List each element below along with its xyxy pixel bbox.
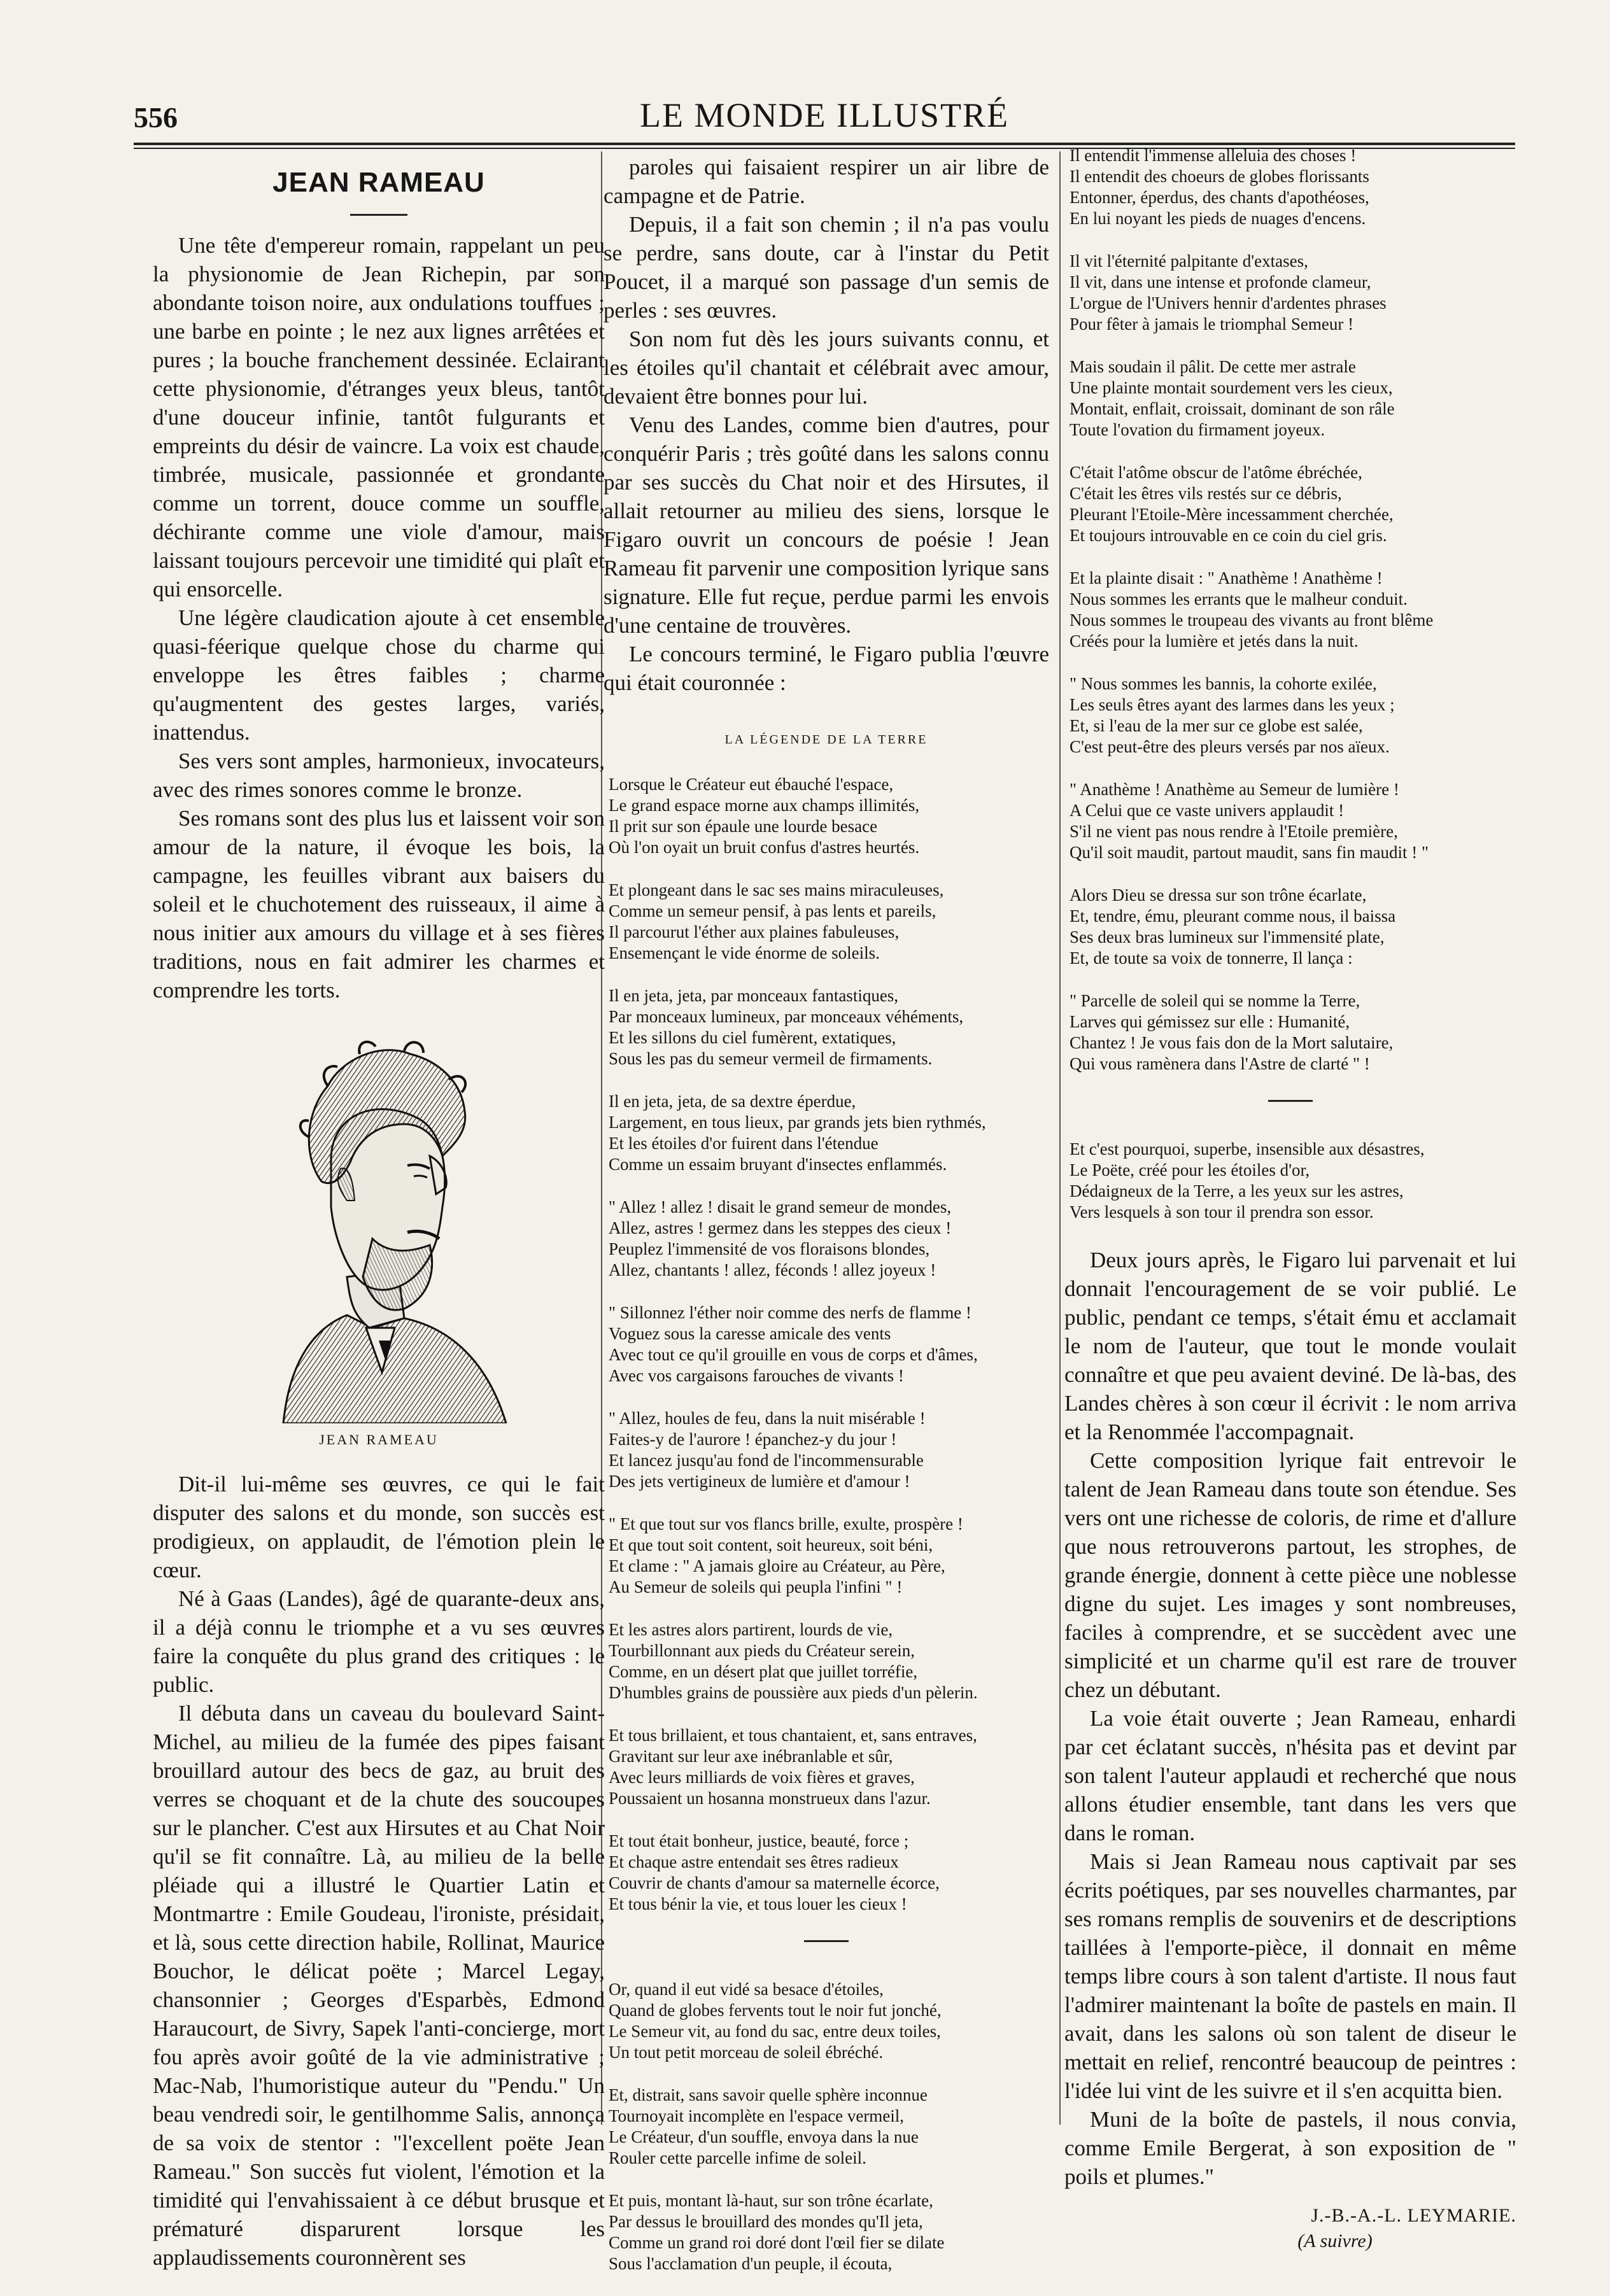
poem-line: Nous sommes le troupeau des vivants au front blême bbox=[1070, 610, 1434, 630]
poem-line: Vers lesquels à son tour il prendra son essor. bbox=[1070, 1202, 1374, 1222]
poem-stanza bbox=[1064, 145, 1516, 229]
poem-line: Il vit l'éternité palpitante d'extases, bbox=[1070, 251, 1308, 271]
poem-line: Tournoyait incomplète en l'espace vermeil, bbox=[609, 2106, 905, 2125]
column-divider bbox=[1059, 151, 1061, 2125]
poem-line: Comme un grand roi doré dont l'œil fier se dilate bbox=[609, 2233, 945, 2252]
paragraph: Mais si Jean Rameau nous captivait par ses écrits poétiques, par ses nouvelles charmantes, par ses romans remplis de souvenirs et de descriptions taillées à l'emporte-pièce, il donnait en même temps libre cours à son talent d'artiste. Il nous faut l'admirer maintenant la boîte de pastels en main. Il avait, dans les salons où son talent de diseur le mettait en relief, rencontré beaucoup de peintres : l'idée lui vint de les suivre et il s'en acquitta bien. bbox=[1064, 1849, 1516, 2103]
paragraph: La voie était ouverte ; Jean Rameau, enhardi par cet éclatant succès, n'hésita pas et devint par son talent l'auteur applaudi et recherché que nous allons étudier ensemble, tant dans les vers que dans le roman. bbox=[1064, 1706, 1516, 1845]
poem-stanza bbox=[1064, 568, 1516, 652]
paragraph: Né à Gaas (Landes), âgé de quarante-deux ans, il a déjà connu le triomphe et a vu ses œuvres faire la conquête du plus grand des critiques : le public. bbox=[153, 1586, 605, 1697]
poem-stanza bbox=[604, 985, 1049, 1069]
poem-line: Comme, en un désert plat que juillet torréfie, bbox=[609, 1662, 918, 1681]
col3-paragraphs bbox=[1064, 1246, 1516, 2191]
poem-line: Un tout petit morceau de soleil ébréché. bbox=[609, 2043, 884, 2062]
poem-line: Et plongeant dans le sac ses mains miraculeuses, bbox=[609, 880, 944, 899]
poem-line: En lui noyant les pieds de nuages d'encens. bbox=[1070, 209, 1366, 228]
poem-stanza bbox=[604, 2190, 1049, 2274]
paragraph: Il débuta dans un caveau du boulevard Saint-Michel, au milieu de la fumée des pipes faisant brouillard autour des becs de gaz, au bruit des verres se choquant et de la chute des soucoupes sur le plancher. C'est aux Hirsutes et au Chat Noir qu'il se fit connaître. Là, au milieu de la belle pléiade qui a illustré le Quartier Latin et Montmartre : Emile Goudeau, l'ironiste, présidait, et là, sous cette direction habile, Rollinat, Maurice Bouchor, le délicat poëte ; Marcel Legay, chansonnier ; Georges d'Esparbès, Edmond Haraucourt, de Sivry, Sapek l'anti-concierge, mort fou après avoir goûté de la vie administrative ; Mac-Nab, l'humoristique auteur du "Pendu." Un beau vendredi soir, le gentilhomme Salis, annonça de sa voix de stentor : "l'excellent poëte Jean Rameau." Son succès fut violent, l'émotion et la timidité qui l'envahissaient à ce début brusque et prématuré disparurent lorsque les applaudissements couronnèrent ses bbox=[153, 1701, 605, 2270]
poem-line: " Allez, houles de feu, dans la nuit misérable ! bbox=[609, 1409, 926, 1428]
author-signature: J.-B.-A.-L. LEYMARIE. bbox=[1311, 2205, 1516, 2226]
poem-line: C'était l'atôme obscur de l'atôme ébréchée, bbox=[1070, 463, 1362, 482]
poem-line: Qui vous ramènera dans l'Astre de clarté " ! bbox=[1070, 1054, 1370, 1073]
poem-stanza bbox=[604, 1979, 1049, 2063]
poem-line: Et chaque astre entendait ses êtres radieux bbox=[609, 1852, 899, 1871]
portrait-caption: JEAN RAMEAU bbox=[319, 1432, 439, 1447]
journal-title: LE MONDE ILLUSTRÉ bbox=[640, 96, 1009, 134]
col2-paragraphs bbox=[604, 153, 1049, 697]
poem-line: Nous sommes les errants que le malheur conduit. bbox=[1070, 589, 1408, 609]
poem-line: Et, tendre, ému, pleurant comme nous, il baissa bbox=[1070, 906, 1396, 926]
poem-line: Il en jeta, jeta, par monceaux fantastiques, bbox=[609, 986, 899, 1005]
poem-line: Larves qui gémissez sur elle : Humanité, bbox=[1070, 1012, 1350, 1031]
poem-part-4 bbox=[1064, 1139, 1516, 1223]
poem-line: Par monceaux lumineux, par monceaux véhéments, bbox=[609, 1007, 964, 1026]
poem-line: Comme un essaim bruyant d'insectes enflammés. bbox=[609, 1155, 947, 1174]
poem-line: Toute l'ovation du firmament joyeux. bbox=[1070, 420, 1325, 439]
page-header bbox=[134, 95, 1515, 146]
paragraph: Ses romans sont des plus lus et laissent voir son amour de la nature, il évoque les bois, la campagne, les feuilles vibrant aux baisers du soleil et le chuchotement des ruisseaux, il aime à nous initier aux amours du village et à ses fières traditions, nous en fait admirer les charmes et comprendre les torts. bbox=[153, 806, 605, 1003]
poem-line: Et, distrait, sans savoir quelle sphère inconnue bbox=[609, 2085, 928, 2104]
poem-line: Allez, chantants ! allez, féconds ! allez joyeux ! bbox=[609, 1260, 936, 1279]
poem-stanza bbox=[1064, 779, 1516, 863]
poem-line: Mais soudain il pâlit. De cette mer astrale bbox=[1070, 357, 1356, 376]
poem-line: Pour fêter à jamais le triomphal Semeur ! bbox=[1070, 314, 1354, 334]
col1-paragraphs-top bbox=[153, 231, 605, 1004]
poem-line: " Anathème ! Anathème au Semeur de lumière ! bbox=[1070, 780, 1399, 799]
poem-divider bbox=[804, 1940, 849, 1942]
column-1 bbox=[153, 153, 605, 2272]
poem-line: Sous les pas du semeur vermeil de firmaments. bbox=[609, 1049, 933, 1068]
poem-line: Et que tout soit content, soit heureux, soit béni, bbox=[609, 1535, 933, 1554]
poem-stanza bbox=[604, 1408, 1049, 1492]
poem-line: Où l'on oyait un bruit confus d'astres heurtés. bbox=[609, 838, 920, 857]
poem-line: Il prit sur son épaule une lourde besace bbox=[609, 817, 878, 836]
poem-stanza bbox=[604, 1725, 1049, 1809]
poem-divider bbox=[1268, 1100, 1313, 1102]
poem-line: Des jets vertigineux de lumière et d'amour ! bbox=[609, 1472, 910, 1491]
poem-line: Sous l'acclamation d'un peuple, il écouta, bbox=[609, 2254, 893, 2273]
poem-line: Il en jeta, jeta, de sa dextre éperdue, bbox=[609, 1092, 856, 1111]
poem-line: Montait, enflait, croissait, dominant de son râle bbox=[1070, 399, 1395, 418]
poem-line: Tourbillonnant aux pieds du Créateur serein, bbox=[609, 1641, 915, 1660]
poem-line: " Nous sommes les bannis, la cohorte exilée, bbox=[1070, 674, 1377, 693]
poem-stanza bbox=[604, 1619, 1049, 1703]
poem-line: Couvrir de chants d'amour sa maternelle écorce, bbox=[609, 1873, 940, 1892]
poem-line: L'orgue de l'Univers hennir d'ardentes phrases bbox=[1070, 293, 1387, 313]
poem-stanza bbox=[604, 1514, 1049, 1598]
poem-line: Le Créateur, d'un souffle, envoya dans la nue bbox=[609, 2127, 919, 2146]
poem-stanza bbox=[1064, 673, 1516, 757]
poem-line: Poussaient un hosanna monstrueux dans l'azur. bbox=[609, 1789, 931, 1808]
poem-line: Lorsque le Créateur eut ébauché l'espace, bbox=[609, 775, 894, 794]
poem-line: Comme un semeur pensif, à pas lents et pareils, bbox=[609, 901, 936, 920]
poem-line: Allez, astres ! germez dans les steppes des cieux ! bbox=[609, 1218, 952, 1237]
poem-part-2 bbox=[604, 1979, 1049, 2274]
poem-stanza bbox=[1064, 462, 1516, 546]
paragraph: Cette composition lyrique fait entrevoir le talent de Jean Rameau dans toute son étendue. Ses vers ont une richesse de coloris, de rime et d'allure que nous retrouverons partout, les strophes, de grande énergie, donnent à cette pièce une noblesse digne du sujet. Les images y sont nombreuses, faciles à comprendre, et se succèdent avec une simplicité et un charme qu'il est rare de trouver chez un débutant. bbox=[1064, 1448, 1516, 1702]
poem-stanza bbox=[1064, 990, 1516, 1074]
paragraph: Muni de la boîte de pastels, il nous convia, comme Emile Bergerat, à son exposition de " poils et plumes." bbox=[1064, 2107, 1516, 2189]
poem-stanza bbox=[604, 1831, 1049, 1915]
poem-part-1 bbox=[604, 774, 1049, 1915]
poem-line: Et tous brillaient, et tous chantaient, et, sans entraves, bbox=[609, 1726, 977, 1745]
poem-line: Rouler cette parcelle infime de soleil. bbox=[609, 2148, 866, 2167]
poem-line: Le grand espace morne aux champs illimités, bbox=[609, 796, 920, 815]
poem-line: Il entendit l'immense alleluia des choses ! bbox=[1070, 146, 1357, 165]
paragraph: Deux jours après, le Figaro lui parvenait et lui donnait l'encouragement de se voir publié. Le public, pendant ce temps, s'était ému et acclamait le nom de l'auteur, que tout le monde voulait connaître et que peu avaient deviné. De là-bas, des Landes chères à son cœur il écrivit : le nom arriva et la Renommée l'accompagnait. bbox=[1064, 1248, 1516, 1444]
poem-line: Avec tout ce qu'il grouille en vous de corps et d'âmes, bbox=[609, 1345, 978, 1364]
poem-stanza bbox=[604, 1197, 1049, 1281]
poem-line: Et, si l'eau de la mer sur ce globe est salée, bbox=[1070, 716, 1363, 735]
poem-stanza bbox=[1064, 1139, 1516, 1223]
poem-line: Alors Dieu se dressa sur son trône écarlate, bbox=[1070, 885, 1367, 905]
poem-line: Et la plainte disait : " Anathème ! Anathème ! bbox=[1070, 568, 1383, 588]
poem-line: Or, quand il eut vidé sa besace d'étoiles, bbox=[609, 1980, 884, 1999]
poem-line: Une plainte montait sourdement vers les cieux, bbox=[1070, 378, 1393, 397]
poem-line: Et les astres alors partirent, lourds de vie, bbox=[609, 1620, 893, 1639]
poem-line: Il parcourut l'éther aux plaines fabuleuses, bbox=[609, 922, 900, 941]
poem-line: Et clame : " A jamais gloire au Créateur, au Père, bbox=[609, 1556, 945, 1575]
poem-stanza bbox=[604, 2085, 1049, 2169]
poem-line: S'il ne vient pas nous rendre à l'Etoile première, bbox=[1070, 822, 1398, 841]
paragraph: Son nom fut dès les jours suivants connu, et les étoiles qu'il chantait et célébrait avec amour, devaient être bonnes pour lui. bbox=[604, 327, 1049, 409]
poem-line: Et lancez jusqu'au fond de l'incommensurable bbox=[609, 1451, 924, 1470]
poem-stanza bbox=[1064, 251, 1516, 335]
poem-line: Les seuls êtres ayant des larmes dans les yeux ; bbox=[1070, 695, 1395, 714]
column-3 bbox=[1064, 146, 1516, 2252]
poem-title: LA LÉGENDE DE LA TERRE bbox=[724, 733, 928, 747]
portrait-engraving bbox=[245, 1029, 512, 1423]
to-be-continued-note: (A suivre) bbox=[1297, 2230, 1373, 2251]
poem-line: " Et que tout sur vos flancs brille, exulte, prospère ! bbox=[609, 1514, 963, 1533]
poem-line: Et puis, montant là-haut, sur son trône écarlate, bbox=[609, 2191, 933, 2210]
poem-stanza bbox=[604, 880, 1049, 964]
col1-paragraphs-bottom bbox=[153, 1470, 605, 2272]
poem-line: Et les étoiles d'or fuirent dans l'étendue bbox=[609, 1134, 879, 1153]
paragraph: paroles qui faisaient respirer un air libre de campagne et de Patrie. bbox=[604, 155, 1049, 208]
poem-line: " Allez ! allez ! disait le grand semeur de mondes, bbox=[609, 1197, 952, 1216]
poem-line: Par dessus le brouillard des mondes qu'Il jeta, bbox=[609, 2212, 923, 2231]
poem-line: Peuplez l'immensité de vos floraisons blondes, bbox=[609, 1239, 930, 1258]
poem-stanza bbox=[604, 1302, 1049, 1386]
title-rule bbox=[350, 214, 407, 216]
poem-line: " Parcelle de soleil qui se nomme la Terre, bbox=[1070, 991, 1360, 1010]
poem-line: Et tout était bonheur, justice, beauté, force ; bbox=[609, 1831, 909, 1850]
poem-line: Dédaigneux de la Terre, a les yeux sur les astres, bbox=[1070, 1181, 1404, 1201]
poem-line: Créés pour la lumière et jetés dans la nuit. bbox=[1070, 631, 1359, 651]
paragraph: Venu des Landes, comme bien d'autres, pour conquérir Paris ; très goûté dans les salons connu par ses succès du Chat noir et des Hirsutes, il allait retourner au milieu des siens, lorsque le Figaro ouvrit un concours de poésie ! Jean Rameau fit parvenir une composition lyrique sans signature. Elle fut reçue, perdue parmi les envois d'une centaine de trouvères. bbox=[604, 412, 1049, 638]
poem-stanza bbox=[1064, 356, 1516, 440]
poem-line: Et toujours introuvable en ce coin du ciel gris. bbox=[1070, 526, 1387, 545]
poem-line: C'est peut-être des pleurs versés par nos aïeux. bbox=[1070, 737, 1390, 756]
poem-line: Ses deux bras lumineux sur l'immensité plate, bbox=[1070, 927, 1385, 947]
poem-line: C'était les êtres vils restés sur ce débris, bbox=[1070, 484, 1342, 503]
poem-line: Pleurant l'Etoile-Mère incessamment cherchée, bbox=[1070, 505, 1394, 524]
poem-line: Et, de toute sa voix de tonnerre, Il lança : bbox=[1070, 948, 1353, 968]
poem-line: " Sillonnez l'éther noir comme des nerfs de flamme ! bbox=[609, 1303, 971, 1322]
poem-line: Et c'est pourquoi, superbe, insensible aux désastres, bbox=[1070, 1139, 1425, 1159]
poem-line: D'humbles grains de poussière aux pieds d'un pèlerin. bbox=[609, 1683, 978, 1702]
article-title: JEAN RAMEAU bbox=[272, 167, 485, 198]
poem-line: Ensemençant le vide énorme de soleils. bbox=[609, 943, 880, 962]
paragraph: Depuis, il a fait son chemin ; il n'a pas voulu se perdre, sans doute, car à l'instar du Petit Poucet, il a marqué son passage d'un semis de perles : ses œuvres. bbox=[604, 212, 1049, 323]
page-number: 556 bbox=[134, 101, 178, 134]
poem-line: Le Semeur vit, au fond du sac, entre deux toiles, bbox=[609, 2022, 941, 2041]
poem-line: Faites-y de l'aurore ! épanchez-y du jour ! bbox=[609, 1430, 897, 1449]
poem-line: Voguez sous la caresse amicale des vents bbox=[609, 1324, 891, 1343]
poem-line: Avec vos cargaisons farouches de vivants ! bbox=[609, 1366, 904, 1385]
poem-part-3 bbox=[1064, 145, 1516, 1074]
poem-stanza bbox=[604, 774, 1049, 858]
poem-line: Largement, en tous lieux, par grands jets bien rythmés, bbox=[609, 1113, 986, 1132]
paragraph: Ses vers sont amples, harmonieux, invocateurs, avec des rimes sonores comme le bronze. bbox=[153, 749, 605, 802]
poem-stanza bbox=[1064, 885, 1516, 969]
poem-line: Qu'il soit maudit, partout maudit, sans fin maudit ! " bbox=[1070, 843, 1429, 862]
paragraph: Une légère claudication ajoute à cet ensemble quasi-féerique quelque chose du charme qui enveloppe les êtres faibles ; charme qu'augmentent des gestes larges, variés, inattendus. bbox=[153, 605, 605, 745]
poem-stanza bbox=[604, 1091, 1049, 1175]
poem-line: Chantez ! Je vous fais don de la Mort salutaire, bbox=[1070, 1033, 1394, 1052]
poem-line: Quand de globes fervents tout le noir fut jonché, bbox=[609, 2001, 942, 2020]
poem-line: Et tous bénir la vie, et tous louer les cieux ! bbox=[609, 1894, 907, 1913]
poem-line: A Celui que ce vaste univers applaudit ! bbox=[1070, 801, 1345, 820]
poem-line: Avec leurs milliards de voix fières et graves, bbox=[609, 1768, 915, 1787]
poem-line: Entonner, éperdus, des chants d'apothéoses, bbox=[1070, 188, 1369, 207]
portrait-figure bbox=[153, 1029, 605, 1448]
poem-line: Le Poëte, créé pour les étoiles d'or, bbox=[1070, 1160, 1310, 1180]
paragraph: Une tête d'empereur romain, rappelant un peu la physionomie de Jean Richepin, par son abondante toison noire, aux ondulations touffues ; une barbe en pointe ; le nez aux lignes arrêtées et pures ; la bouche franchement dessinée. Eclairant cette physionomie, d'étranges yeux bleus, tantôt d'une douceur infinie, tantôt fulgurants et empreints du désir de vaincre. La voix est chaude, timbrée, musicale, passionnée et grondante comme un torrent, douce comme un souffle, déchirante comme une viole d'amour, mais laissant toujours percevoir une timidité qui plaît et qui ensorcelle. bbox=[153, 233, 605, 602]
column-2 bbox=[604, 153, 1049, 2296]
paragraph: Dit-il lui-même ses œuvres, ce qui le fait disputer des salons et du monde, son succès est prodigieux, on applaudit, de l'émotion plein le cœur. bbox=[153, 1472, 605, 1582]
poem-line: Il vit, dans une intense et profonde clameur, bbox=[1070, 272, 1371, 292]
poem-line: Il entendit des choeurs de globes florissants bbox=[1070, 167, 1369, 186]
poem-line: Au Semeur de soleils qui peupla l'infini " ! bbox=[609, 1577, 903, 1596]
poem-line: Et les sillons du ciel fumèrent, extatiques, bbox=[609, 1028, 896, 1047]
poem-line: Gravitant sur leur axe inébranlable et sûr, bbox=[609, 1747, 893, 1766]
paragraph: Le concours terminé, le Figaro publia l'œuvre qui était couronnée : bbox=[604, 642, 1049, 695]
